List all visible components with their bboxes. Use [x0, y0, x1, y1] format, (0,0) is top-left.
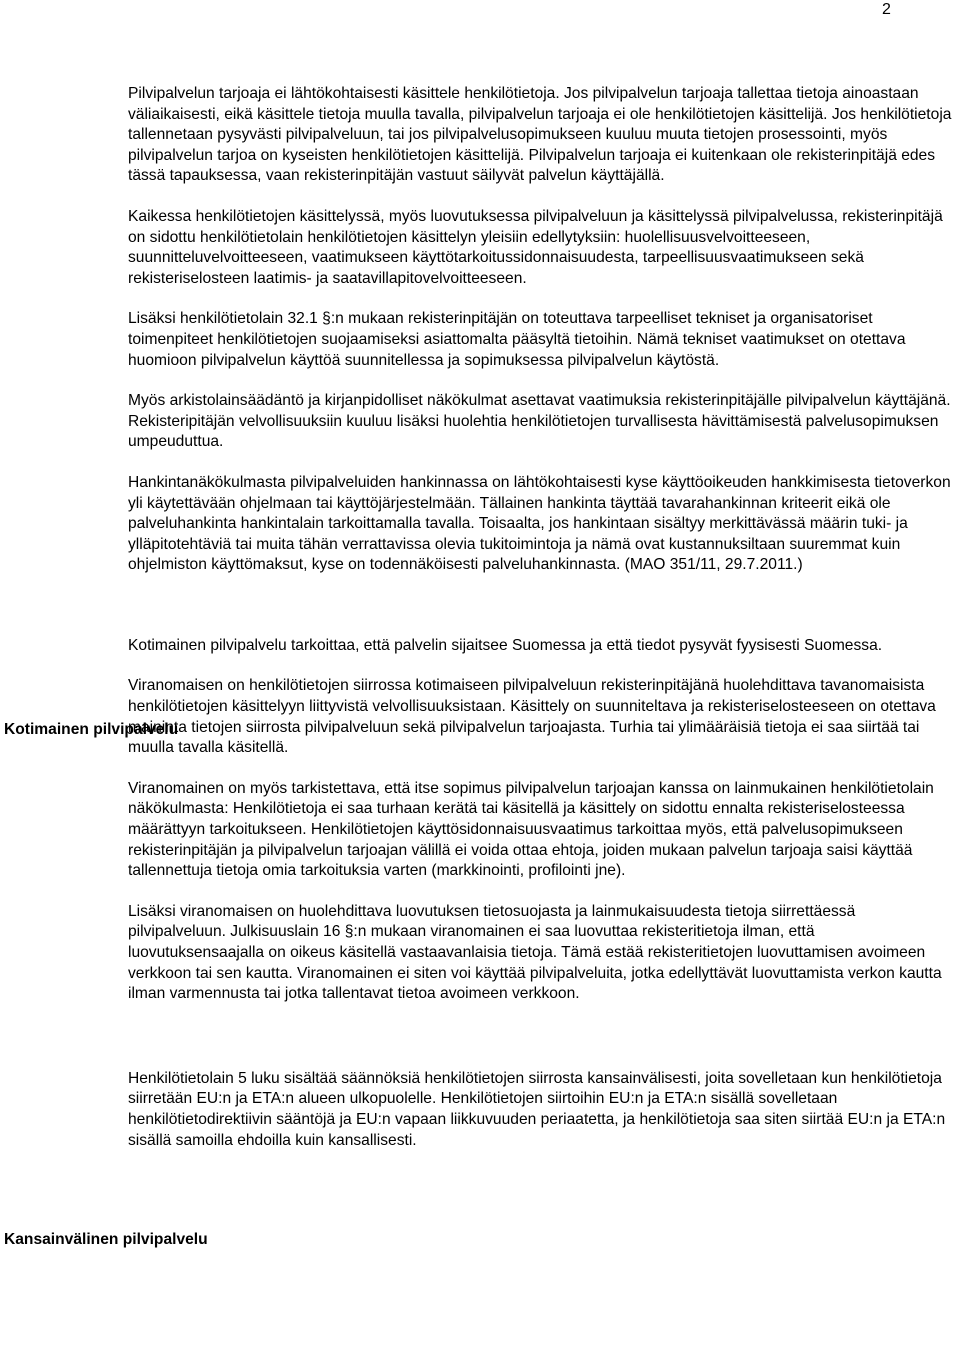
paragraph-general-conditions: Kaikessa henkilötietojen käsittelyssä, myös luovutuksessa pilvipalveluun ja käsittelyssä pilvipalvelussa, rekisterinpitäjä on sidottu henkilötietolain henkilötietojen käsittelyn yleisiin edellytyksiin: huolellisuusvelvoitteeseen, suunnitteluvelvoitteeseen, vaatimukseen käyttötarkoitussidonnaisuudesta, tarpeellisuusvaatimukseen sekä rekisteriselosteen laatimis- ja saatavillapitovelvoitteeseen.	[128, 207, 943, 287]
paragraph-domestic-definition: Kotimainen pilvipalvelu tarkoittaa, että palvelin sijaitsee Suomessa ja että tiedot pysyvät fyysisesti Suomessa.	[128, 636, 883, 654]
paragraph-contract-legality: Viranomainen on myös tarkistettava, että itse sopimus pilvipalvelun tarjoajan kanssa on lainmukainen henkilötietolain näkökulmasta: Henkilötietoja ei saa turhaan kerätä tai käsitellä ja käsittely on sidottu ennalta rekisteriselosteessa määrättyyn tarkoitukseen. Henkilötietojen käyttösidonnaisuusvaatimus tarkoittaa myös, että palvelusopimukseen rekisterinpitäjän ja pilvipalvelun tarjoajan välillä ei voida ottaa ehtoja, joiden mukaan palvelun tarjoaja saisi käyttää tallennettuja tietoja omia tarkoituksia varten (markkinointi, profilointi jne).	[128, 779, 934, 880]
section-heading-international-cloud: Kansainvälinen pilvipalvelu	[4, 1231, 208, 1248]
paragraph-processor-role: Pilvipalvelun tarjoaja ei lähtökohtaisesti käsittele henkilötietoja. Jos pilvipalvelun tarjoaja tallettaa tietoja ainoastaan väliaikaisesti, eikä käsittele tietoja muulla tavalla, pilvipalvelun tarjoaja ei ole henkilötietojen käsittelijä. Jos henkilötietoja tallennetaan pysyvästi pilvipalveluun, tai jos pilvipalvelusopimukseen kuuluu muuta tietojen prosessointi, myös pilvipalvelun tarjoa on kyseisten henkilötietojen käsittelijä. Pilvipalvelun tarjoaja ei kuitenkaan ole rekisterinpitäjä edes tässä tapauksessa, vaan rekisterinpitäjän vastuut säilyvät palvelun käyttäjällä.	[128, 85, 952, 185]
document-body	[128, 84, 954, 1151]
page-number: 2	[882, 1, 891, 18]
paragraph-authority-obligations: Viranomaisen on henkilötietojen siirrossa kotimaiseen pilvipalveluun rekisterinpitäjänä huolehdittava tavanomaisista henkilötietojen käsittelyyn liittyvistä velvollisuuksistaan. Käsittely on suunniteltava ja rekisteriselosteeseen on otettava maininta tietojen siirrosta pilvipalveluun sekä pilvipalvelun tarjoajasta. Turhia tai ylimääräisiä tietoja ei saa siirtää tai muulla tavalla käsitellä.	[128, 677, 936, 757]
paragraph-technical-measures: Lisäksi henkilötietolain 32.1 §:n mukaan rekisterinpitäjän on toteuttava tarpeelliset tekniset ja organisatoriset toimenpiteet henkilötietojen suojaamiseksi asiattomalta pääsyltä tietoihin. Nämä tekniset vaatimukset on otettava huomioon pilvipalvelun käyttöä suunnitellessa ja sopimuksessa pilvipalvelun käytöstä.	[128, 310, 906, 369]
paragraph-procurement: Hankintanäkökulmasta pilvipalveluiden hankinnassa on lähtökohtaisesti kyse käyttöoikeuden hankkimisesta tietoverkon yli käytettävään ohjelmaan tai käyttöjärjestelmään. Tällainen hankinta täyttää tavarahankinnan kriteerit eikä ole palveluhankinta hankintalain tarkoittamalla tavalla. Toisaalta, jos hankintaan sisältyy merkittävässä määrin tuki- ja ylläpitotehtäviä tai muita tähän verrattavissa olevia tukitoimintoja ja nämä ovat kustannuksiltaan suuremmat kuin ohjelmiston käyttömaksut, kyse on todennäköisesti palveluhankinnasta. (MAO 351/11, 29.7.2011.)	[128, 473, 951, 574]
paragraph-international-transfer: Henkilötietolain 5 luku sisältää säännöksiä henkilötietojen siirrosta kansainvälisesti, joita sovelletaan kun henkilötietoja siirretään EU:n ja ETA:n alueen ulkopuolelle. Henkilötietojen siirtoihin EU:n ja ETA:n sisällä sovelletaan henkilötietodirektiivin sääntöjä ja EU:n vapaan liikkuvuuden periaatetta, ja henkilötietoja saa siten siirtää EU:n ja ETA:n sisällä samoilla ehdoilla kuin kansallisesti.	[128, 1069, 946, 1149]
paragraph-archiving: Myös arkistolainsäädäntö ja kirjanpidolliset näkökulmat asettavat vaatimuksia rekisterinpitäjälle pilvipalvelun käyttäjänä. Rekisteripitäjän velvollisuuksiin kuuluu lisäksi huolehtia henkilötietojen turvallisesta hävittämisestä palvelusopimuksen umpeuduttua.	[128, 392, 951, 451]
section-heading-domestic-cloud: Kotimainen pilvipalvelu	[4, 721, 179, 738]
paragraph-disclosure: Lisäksi viranomaisen on huolehdittava luovutuksen tietosuojasta ja lainmukaisuudesta tietoja siirrettäessä pilvipalveluun. Julkisuuslain 16 §:n mukaan viranomainen ei saa luovuttaa rekisteritietoja ilman, että luovutuksensaajalla on oikeus käsitellä vastaavanlaisia tietoja. Tämä estää rekisteritietojen luovuttamisen avoimeen verkkoon tai sen kautta. Viranomainen ei siten voi käyttää pilvipalveluita, jotka edellyttävät luovuttamista verkon kautta ilman varmennusta tai jotka tallentavat tietoa avoimeen verkkoon.	[128, 902, 942, 1003]
